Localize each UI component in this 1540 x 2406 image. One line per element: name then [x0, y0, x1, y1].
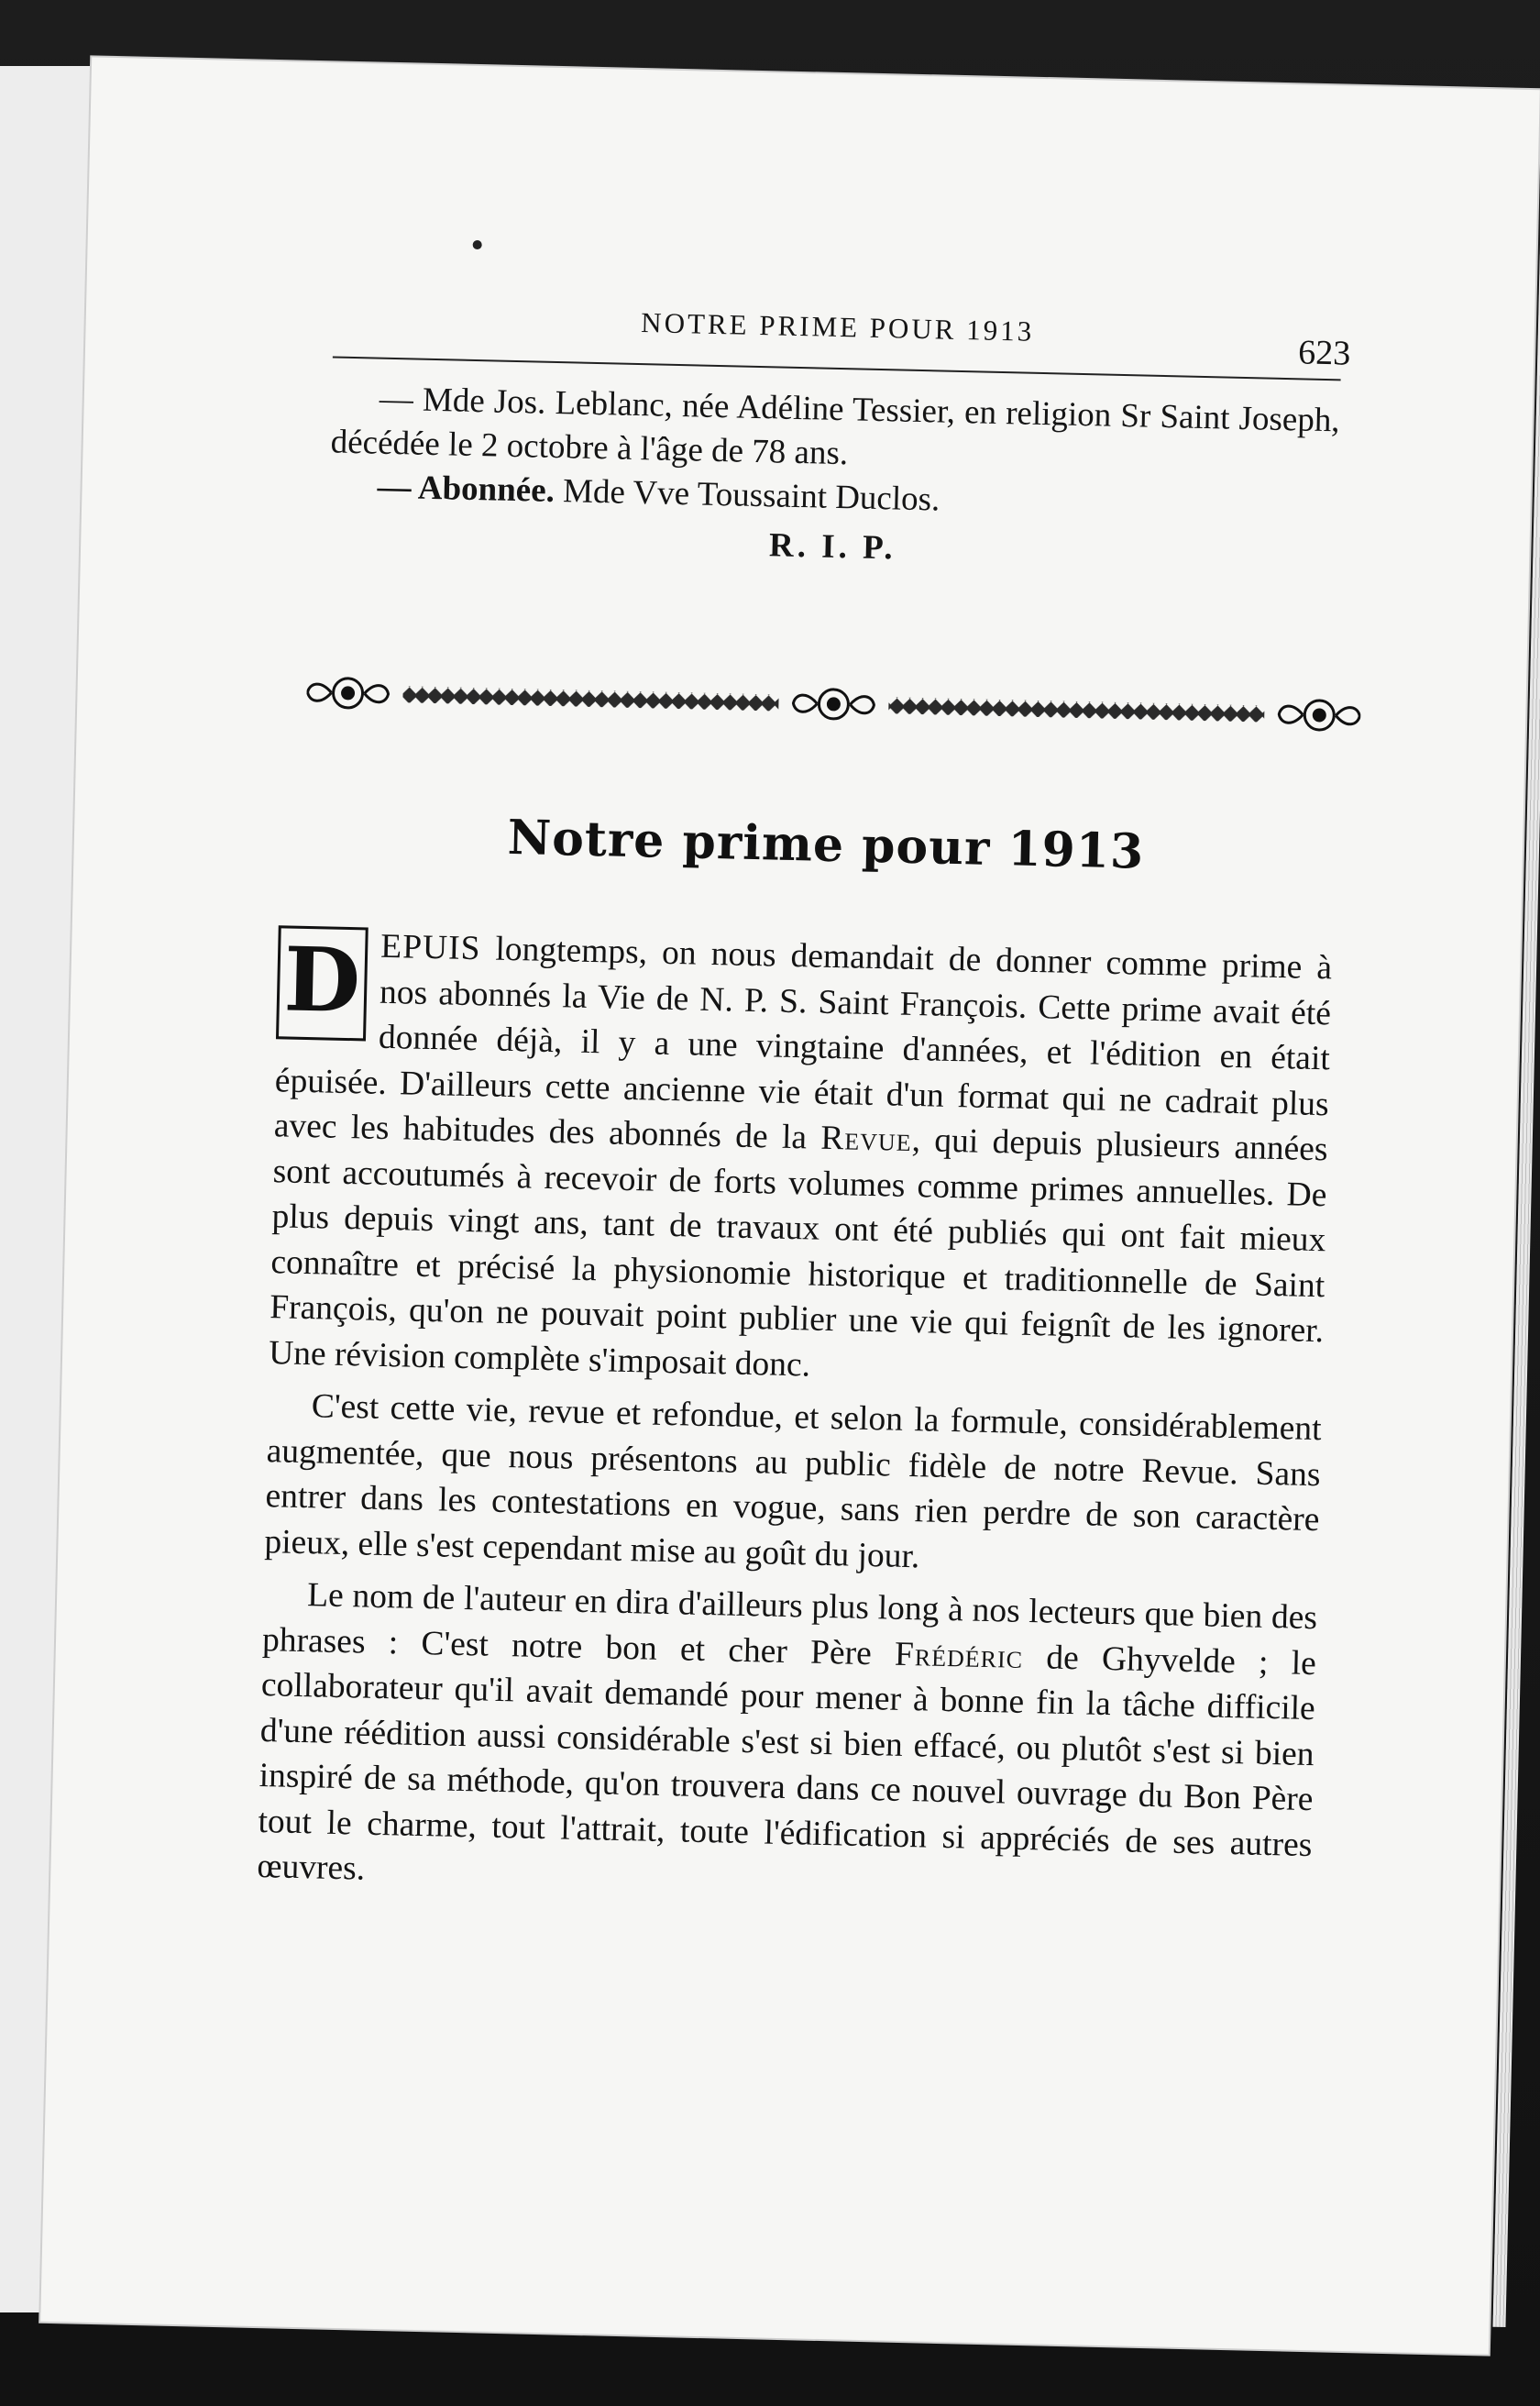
page-number: 623 [1297, 333, 1351, 373]
article-title: Notre prime pour 1913 [507, 809, 1145, 880]
paragraph-3-part-1: Le nom de l'auteur en dira d'ailleurs plus long à nos lecteurs que bien des phrases : C'est notre bon et cher Père [261, 1576, 1318, 1673]
notice-line-1: — Mde Jos. Leblanc, née Adéline Tessier, en religion Sr Saint Joseph, décédée le 2 octobre à l'âge de 78 ans. [330, 380, 1341, 473]
rip-line: R. I. P. [768, 526, 897, 568]
notice-text: Mde Vve Toussaint Duclos. [554, 471, 940, 519]
decorative-divider-icon [306, 660, 1361, 748]
book-page [40, 57, 1540, 2354]
author-name: Frédéric [894, 1635, 1024, 1676]
drop-cap: D [276, 925, 368, 1041]
paragraph-2: C'est cette vie, revue et refondue, et selon la formule, considérablement augmentée, que nous présentons au public fidèle de notre Revue. Sans entrer dans les contestations en vogue, sans rien perdre de son caractère pieux, elle s'est cependant mise au goût du jour. [264, 1387, 1323, 1575]
notice-label: — Abonnée. [377, 468, 556, 510]
revue-word: Revue [820, 1119, 913, 1159]
running-head [333, 292, 1351, 381]
paragraph-3-part-2: de Ghyvelde ; le collaborateur qu'il avait demandé pour mener à bonne fin la tâche difficile d'une réédition aussi considérable s'est si bien effacé, ou plutôt s'est si bien inspiré de sa méthode, qu'on trouvera dans ce nouvel ouvrage du Bon Père tout le charme, tout l'attrait, toute l'édification si appréciés de ses autres œuvres. [257, 1638, 1317, 1888]
article-body [257, 922, 1333, 1920]
running-head-title: NOTRE PRIME POUR 1913 [640, 306, 1035, 348]
paragraph-1-part-2: , qui depuis plusieurs années sont accoutumés à recevoir de forts volumes comme primes annuelles. De plus depuis vingt ans, tant de travaux ont été publiés qui ont fait mieux connaître et précisé la physionomie historique et traditionnelle de Saint François, qu'on ne pouvait point publier une vie qui feignît de les ignorer. Une révision complète s'imposait donc. [268, 1120, 1329, 1385]
opening-word: EPUIS [380, 927, 481, 968]
paragraph-1-part-1: longtemps, on nous demandait de donner comme prime à nos abonnés la Vie de N. P. S. Saint François. Cette prime avait été donnée déjà, il y a une vingtaine d'années, et l'édition en était épuisée. D'ailleurs cette ancienne vie était d'un format qui ne cadrait plus avec les habitudes des abonnés de la [273, 930, 1333, 1157]
page-stack-edge [1492, 127, 1540, 2327]
paragraph-3 [257, 1572, 1318, 1914]
print-speck [473, 240, 482, 249]
paragraph-1 [269, 922, 1333, 1399]
obituary-notice [328, 376, 1340, 580]
